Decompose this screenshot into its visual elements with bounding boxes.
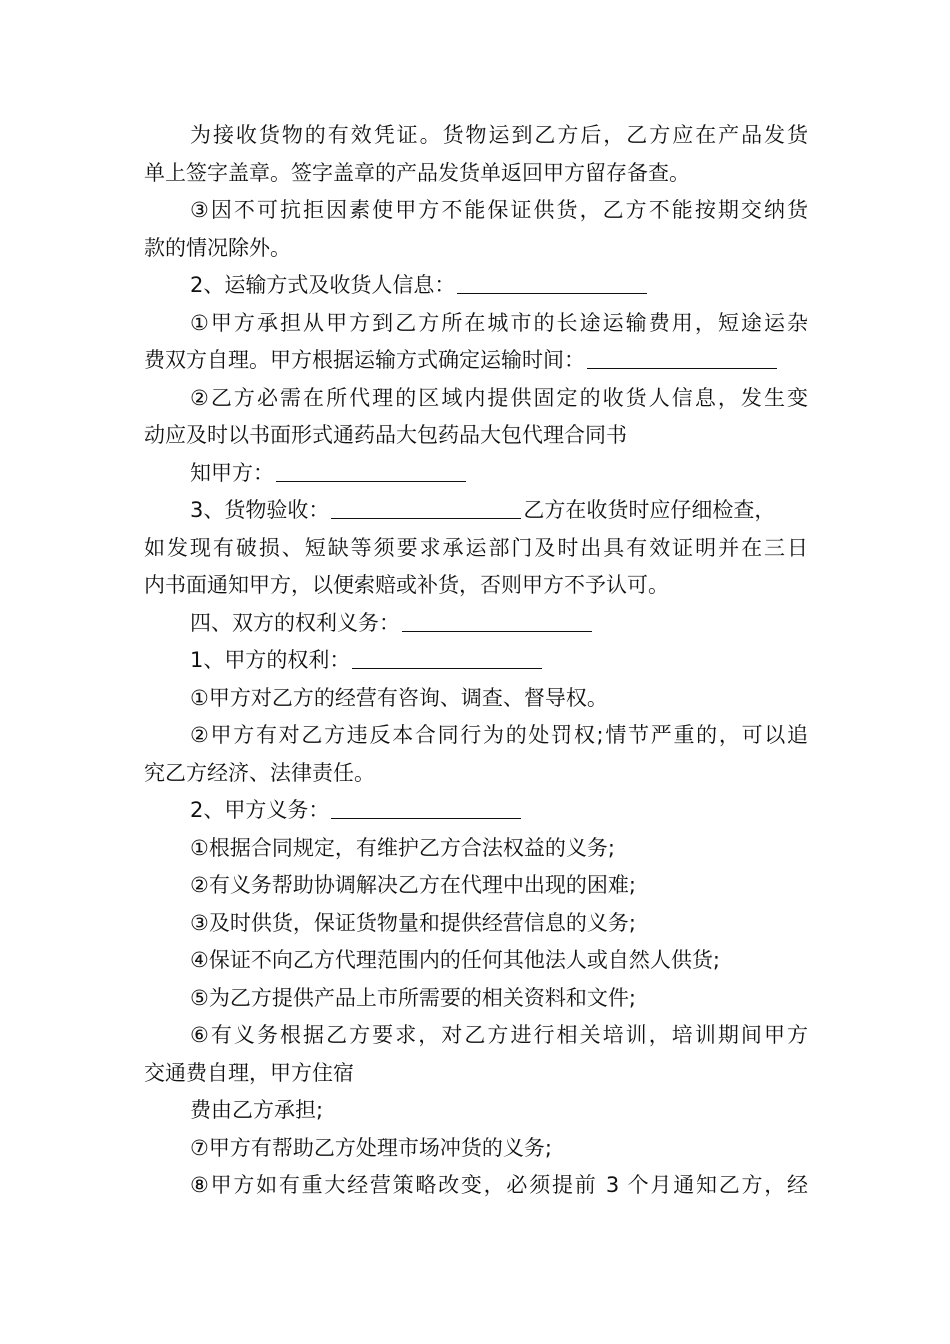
text-line [144, 680, 808, 718]
text-span: ④保证不向乙方代理范围内的任何其他法人或自然人供货; [190, 948, 720, 972]
text-line [144, 830, 808, 868]
text-line [144, 755, 808, 793]
fill-in-blank [331, 496, 521, 519]
text-span: 费双方自理。甲方根据运输方式确定运输时间： [144, 348, 585, 372]
text-span: 动应及时以书面形式通药品大包药品大包代理合同书 [144, 423, 627, 447]
text-span: ②有义务帮助协调解决乙方在代理中出现的困难; [190, 873, 636, 897]
text-line [144, 1130, 808, 1168]
text-line [144, 117, 808, 155]
text-span: 款的情况除外。 [144, 235, 291, 260]
text-span: ⑥有义务根据乙方要求，对乙方进行相关培训，培训期间甲方 [190, 1023, 808, 1047]
text-span: 2、甲方义务： [190, 798, 330, 822]
text-span: 究乙方经济、法律责任。 [144, 760, 375, 785]
text-line [144, 342, 808, 380]
text-span: ③因不可抗拒因素使甲方不能保证供货，乙方不能按期交纳货 [190, 198, 808, 222]
text-line [144, 155, 808, 193]
fill-in-blank [402, 609, 592, 632]
text-line [144, 717, 808, 755]
fill-in-blank [457, 271, 647, 294]
text-line [144, 1092, 808, 1130]
text-span: ②甲方有对乙方违反本合同行为的处罚权;情节严重的，可以追 [190, 723, 808, 747]
text-line [144, 942, 808, 980]
fill-in-blank [587, 346, 777, 369]
text-line [144, 267, 808, 305]
text-line [144, 305, 808, 343]
text-span: ③及时供货，保证货物量和提供经营信息的义务; [190, 910, 636, 935]
text-line [144, 867, 808, 905]
text-span: 3、货物验收： [190, 498, 330, 522]
text-line [144, 567, 808, 605]
text-span: ②乙方必需在所代理的区域内提供固定的收货人信息，发生变 [190, 385, 808, 410]
text-span: ⑦甲方有帮助乙方处理市场冲货的义务; [190, 1135, 552, 1160]
text-span: 单上签字盖章。签字盖章的产品发货单返回甲方留存备查。 [144, 160, 690, 185]
text-span: 2、运输方式及收货人信息： [190, 273, 456, 297]
document-body [144, 117, 808, 1205]
text-line [144, 380, 808, 418]
text-line [144, 642, 808, 680]
text-line [144, 417, 808, 455]
text-line [144, 455, 808, 493]
text-line [144, 1017, 808, 1055]
text-span: ①甲方对乙方的经营有咨询、调查、督导权。 [190, 685, 608, 710]
text-line [144, 605, 808, 643]
fill-in-blank [276, 459, 466, 482]
text-line [144, 980, 808, 1018]
text-span: ①甲方承担从甲方到乙方所在城市的长途运输费用，短途运杂 [190, 310, 808, 335]
text-line [144, 192, 808, 230]
text-line [144, 530, 808, 568]
text-span: 交通费自理，甲方住宿 [144, 1060, 354, 1085]
text-span: 乙方在收货时应仔细检查， [523, 498, 776, 522]
text-span: 为接收货物的有效凭证。货物运到乙方后，乙方应在产品发货 [190, 123, 808, 147]
text-line [144, 905, 808, 943]
text-span: 费由乙方承担; [190, 1098, 324, 1122]
fill-in-blank [352, 646, 542, 669]
text-span: ⑤为乙方提供产品上市所需要的相关资料和文件; [190, 985, 636, 1010]
fill-in-blank [331, 796, 521, 819]
text-line [144, 792, 808, 830]
text-line [144, 230, 808, 268]
text-span: ①根据合同规定，有维护乙方合法权益的义务; [190, 835, 615, 860]
text-span: 知甲方： [190, 460, 274, 485]
text-span: 1、甲方的权利： [190, 648, 351, 672]
text-line [144, 492, 808, 530]
text-span: 内书面通知甲方，以便索赔或补货，否则甲方不予认可。 [144, 573, 669, 597]
text-line [144, 1055, 808, 1093]
text-line [144, 1167, 808, 1205]
text-span: ⑧甲方如有重大经营策略改变，必须提前 3 个月通知乙方，经 [190, 1173, 808, 1197]
text-span: 如发现有破损、短缺等须要求承运部门及时出具有效证明并在三日 [144, 535, 808, 560]
text-span: 四、双方的权利义务： [190, 610, 400, 635]
